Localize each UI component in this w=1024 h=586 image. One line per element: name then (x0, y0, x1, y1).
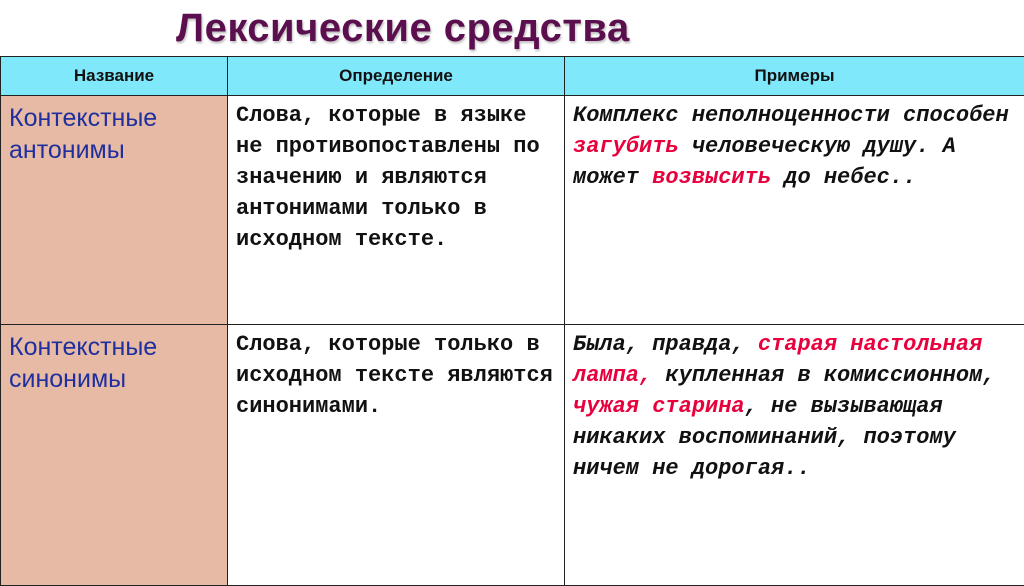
example-highlight: старая настольная лампа, (573, 332, 982, 388)
term-definition: Слова, которые только в исходном тексте являются синонимами. (228, 325, 565, 586)
table-row (1, 96, 1024, 325)
header-examples: Примеры (565, 57, 1024, 96)
example-text: до небес.. (771, 165, 916, 190)
table-row (1, 325, 1024, 586)
term-name: Контекстные антонимы (1, 96, 228, 325)
page-title: Лексические средства (176, 6, 630, 51)
term-definition: Слова, которые в языке не противопоставлены по значению и являются антонимами только в исходном тексте. (228, 96, 565, 325)
header-name: Название (1, 57, 228, 96)
lexical-means-table (0, 56, 1024, 586)
term-example (565, 325, 1024, 586)
example-text: Комплекс неполноценности способен (573, 103, 1009, 128)
example-text: купленная в комиссионном, (652, 363, 995, 388)
example-text: человеческую душу. А может (573, 134, 956, 190)
example-highlight: загубить (573, 134, 679, 159)
example-text: Была, правда, (573, 332, 758, 357)
header-definition: Определение (228, 57, 565, 96)
term-example (565, 96, 1024, 325)
table-header-row (1, 57, 1024, 96)
example-highlight: возвысить (652, 165, 771, 190)
term-name: Контекстные синонимы (1, 325, 228, 586)
example-text: , не вызывающая никаких воспоминаний, поэтому ничем не дорогая.. (573, 394, 956, 481)
example-highlight: чужая старина (573, 394, 745, 419)
